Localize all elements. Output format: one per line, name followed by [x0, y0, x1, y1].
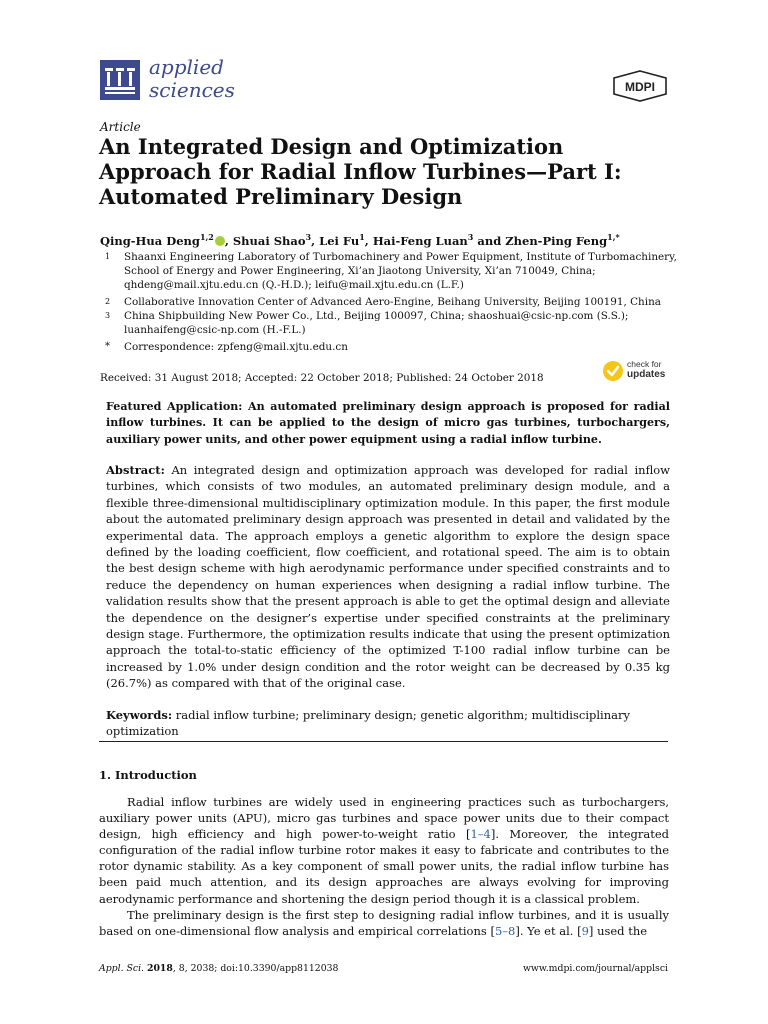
abstract	[106, 462, 670, 692]
keywords-text: radial inflow turbine; preliminary design; genetic algorithm; multidisciplinary optimization	[106, 708, 630, 738]
introduction-paragraph-2	[99, 907, 669, 939]
author-list	[100, 229, 620, 249]
orcid-icon[interactable]	[215, 236, 225, 246]
affiliation-3	[100, 309, 680, 337]
introduction-heading: 1. Introduction	[99, 768, 197, 782]
keywords	[106, 707, 670, 739]
author-separator: ,	[364, 233, 373, 248]
author-affiliation-sup: 3	[305, 232, 312, 242]
author-name: Zhen-Ping Feng	[505, 233, 608, 248]
affiliation-mark: 1	[105, 252, 111, 261]
citation-link[interactable]: 1–4	[470, 827, 491, 842]
intro-p2-text-c: ] used the	[588, 924, 648, 939]
intro-p1-text-a: Radial inflow turbines are widely used in engineering practices such as turbochargers, auxiliary power units (APU), micro gas turbines and space power units due to their compact design, high efficiency and high power-to-weight ratio [	[99, 795, 669, 842]
footer-citation-rest: , 8, 2038; doi:10.3390/app8112038	[172, 963, 339, 974]
intro-p2-text-b: ]. Ye et al. [	[515, 924, 582, 939]
footer-year: 2018	[146, 963, 173, 974]
author-separator: ,	[224, 233, 233, 248]
journal-logo-icon	[100, 60, 140, 100]
check-for-updates-badge[interactable]	[602, 358, 672, 384]
affiliation-mark: *	[105, 341, 110, 352]
featured-application: Featured Application: An automated preliminary design approach is proposed for radial inflow turbines. It can be applied to the design of micro gas turbines, turbochargers, auxiliary power units, and other power equipment using a radial inflow turbine.	[106, 400, 670, 446]
author-affiliation-sup: 1	[359, 232, 365, 242]
keywords-label: Keywords:	[106, 708, 173, 722]
journal-name	[149, 56, 235, 102]
author-name: Shuai Shao	[232, 233, 306, 248]
affiliation-1	[100, 250, 680, 292]
footer-journal-abbr: Appl. Sci.	[99, 963, 145, 974]
author-affiliation-sup: 1,*	[607, 232, 620, 242]
footer-url[interactable]: www.mdpi.com/journal/applsci	[522, 963, 668, 974]
affiliation-text: China Shipbuilding New Power Co., Ltd., Beijing 100097, China; shaoshuai@csic-np.com (S.S.); luanhaifeng@csic-np.com (H.-F.L.)	[124, 310, 629, 336]
intro-p2-text-a: The preliminary design is the first step to designing radial inflow turbines, and it is usually based on one-dimensional flow analysis and empirical correlations [	[99, 908, 669, 939]
check-updates-icon	[602, 360, 624, 382]
check-updates-line2: updates	[627, 369, 666, 380]
affiliation-text: Shaanxi Engineering Laboratory of Turbomachinery and Power Equipment, Institute of Turbomachinery, School of Energy and Power Engineering, Xi’an Jiaotong University, Xi’an 710049, China; qhdeng@mail.xjtu.edu.cn (Q.-H.D.); leifu@mail.xjtu.edu.cn (L.F.)	[124, 251, 677, 291]
affiliation-mark: 2	[105, 297, 111, 306]
abstract-text: An integrated design and optimization approach was developed for radial inflow turbines, which consists of two modules, an automated preliminary design module, and a flexible three-dimensional multidisciplinary optimization module. In this paper, the first module about the automated preliminary design approach was presented in detail and validated by the experimental data. The approach employs a genetic algorithm to explore the design space defined by the loading coefficient, flow coefficient, and rotational speed. The aim is to obtain the best design scheme with high aerodynamic performance under specified constraints and to reduce the dependency on human experiences when designing a radial inflow turbine. The validation results show that the present approach is able to get the optimal design and alleviate the dependence on the designer’s expertise under specified constraints at the preliminary design stage. Furthermore, the optimization results indicate that using the present optimization approach the total-to-static efficiency of the optimized T-100 radial inflow turbine can be increased by 1.0% under design condition and the rotor weight can be decreased by 0.35 kg (26.7%) as compared with that of the original case.	[106, 463, 671, 691]
affiliation-text: Collaborative Innovation Center of Advanced Aero-Engine, Beihang University, Beijing 100191, China	[124, 296, 661, 308]
journal-name-line1: applied	[149, 55, 224, 79]
mdpi-logo-icon	[612, 70, 668, 102]
footer-citation	[99, 963, 338, 974]
citation-link[interactable]: 9	[581, 924, 589, 939]
author-name: Lei Fu	[319, 233, 360, 248]
section-divider	[99, 741, 668, 742]
intro-p1-text-b: ]. Moreover, the integrated configuration of the radial inflow turbine rotor makes it easy to fabricate and contributes to the rotor dynamic stability. As a key component of small power units, the radial inflow turbine has been paid much attention, and its design approaches are always evolving for improving aerodynamic performance and shortening the design period though it is a classical problem.	[99, 827, 669, 906]
article-type: Article	[100, 120, 141, 134]
journal-name-line2: sciences	[149, 78, 235, 102]
introduction-paragraph-1	[99, 794, 669, 907]
author-separator: ,	[311, 233, 320, 248]
author-name: Qing-Hua Deng	[100, 233, 200, 248]
check-updates-line1: check for	[627, 359, 662, 369]
author-separator: and	[473, 233, 506, 248]
author-affiliation-sup: 3	[467, 232, 474, 242]
publication-dates: Received: 31 August 2018; Accepted: 22 October 2018; Published: 24 October 2018	[100, 372, 544, 384]
affiliation-mark: 3	[105, 311, 111, 320]
correspondence	[100, 340, 680, 354]
author-affiliation-sup: 1,2	[199, 232, 214, 242]
affiliation-2	[100, 295, 680, 309]
affiliation-text: Correspondence: zpfeng@mail.xjtu.edu.cn	[124, 341, 348, 353]
citation-link[interactable]: 5–8	[494, 924, 516, 939]
publisher-label: MDPI	[625, 80, 655, 94]
author-name: Hai-Feng Luan	[372, 233, 468, 248]
article-title: An Integrated Design and Optimization Approach for Radial Inflow Turbines—Part I: Automated Preliminary Design	[99, 134, 622, 209]
abstract-label: Abstract:	[106, 463, 165, 477]
